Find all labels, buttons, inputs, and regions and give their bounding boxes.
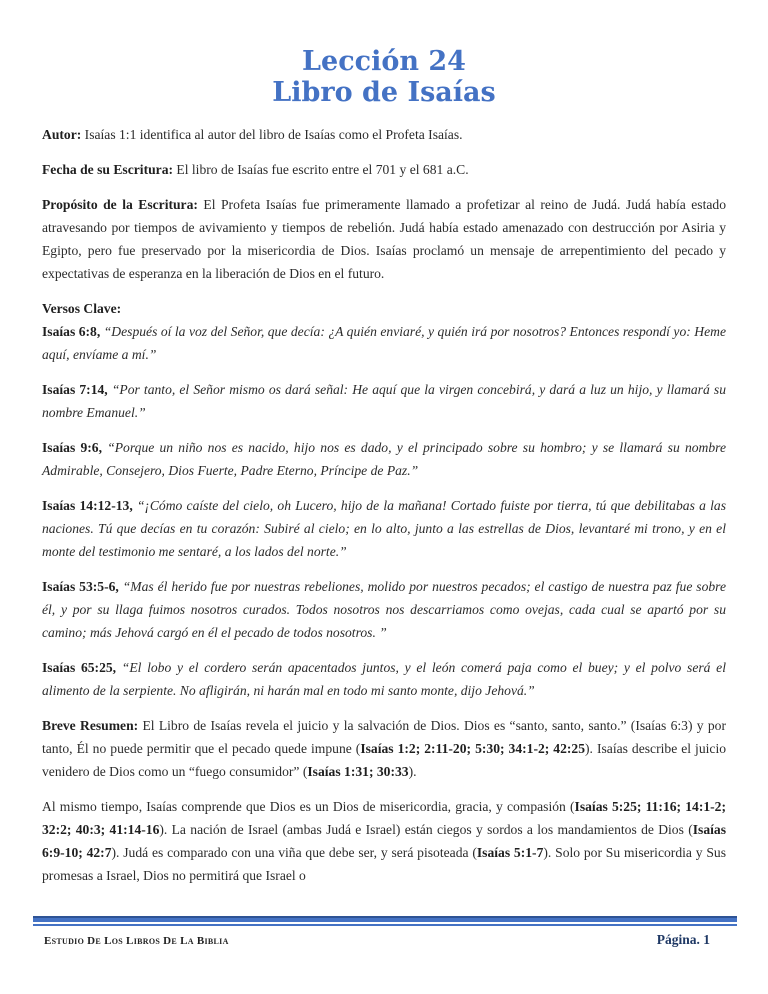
footer-text-row (33, 926, 737, 948)
proposito-label: Propósito de la Escritura: (42, 197, 198, 212)
verse-ref: Isaías 65:25, (42, 660, 117, 675)
autor-label: Autor: (42, 127, 82, 142)
title-line-1: Lección 24 (302, 46, 466, 77)
versos-clave-heading: Versos Clave: (42, 301, 122, 316)
autor-paragraph (42, 123, 726, 146)
verse-paragraph (42, 436, 726, 482)
verse-ref: Isaías 9:6, (42, 440, 102, 455)
verse-ref: Isaías 6:8, (42, 324, 101, 339)
fecha-label: Fecha de su Escritura: (42, 162, 174, 177)
verse-quote: “Mas él herido fue por nuestras rebeliones, molido por nuestros pecados; el castigo de nuestra paz fue sobre él, y por su llaga fuimos nosotros curados. Todos nosotros nos descarriamos como ovejas, cada cual se apartó por su camino; más Jehová cargó en él el pecado de todos nosotros. ” (42, 579, 726, 640)
verse-paragraph (42, 575, 726, 644)
versos-clave-block (42, 297, 726, 366)
verse-ref: Isaías 14:12-13, (42, 498, 133, 513)
autor-text: Isaías 1:1 identifica al autor del libro de Isaías como el Profeta Isaías. (81, 127, 463, 142)
verse-ref: Isaías 53:5-6, (42, 579, 119, 594)
verse-quote: “Por tanto, el Señor mismo os dará señal: He aquí que la virgen concebirá, y dará a luz un hijo, y llamará su nombre Emanuel.” (42, 382, 726, 420)
page-footer (33, 916, 737, 948)
fecha-paragraph (42, 158, 726, 181)
verse-quote: “Porque un niño nos es nacido, hijo nos es dado, y el principado sobre su hombro; y se llamará su nombre Admirable, Consejero, Dios Fuerte, Padre Eterno, Príncipe de Paz.” (42, 440, 726, 478)
conclusion-paragraph: Al mismo tiempo, Isaías comprende que Dios es un Dios de misericordia, gracia, y compasión (Isaías 5:25; 11:16; 14:1-2; 32:2; 40:3; 41:14-16). La nación de Israel (ambas Judá e Israel) están ciegos y sordos a los mandamientos de Dios (Isaías 6:9-10; 42:7). Judá es comparado con una viña que debe ser, y será pisoteada (Isaías 5:1-7). Solo por Su misericordia y Sus promesas a Israel, Dios no permitirá que Israel o (42, 799, 727, 883)
proposito-text: El Profeta Isaías fue primeramente llamado a profetizar al reino de Judá. Judá había estado atravesando por tiempos de avivamiento y tiempos de rebelión. Judá había estado amenazado con destrucción por Asiria y Egipto, pero fue preservado por la misericordia de Dios. Isaías proclamó un mensaje de arrepentimiento del pecado y expectativas de esperanza en la liberación de Dios en el futuro. (42, 197, 726, 281)
page-title (42, 46, 726, 108)
verse-ref: Isaías 7:14, (42, 382, 108, 397)
verse-paragraph (42, 378, 726, 424)
verse-quote: “¡Cómo caíste del cielo, oh Lucero, hijo de la mañana! Cortado fuiste por tierra, tú que debilitabas a las naciones. Tú que decías en tu corazón: Subiré al cielo; en lo alto, junto a las estrellas de Dios, levantaré mi trono, y en el monte del testimonio me sentaré, a los lados del norte.” (42, 498, 727, 559)
verse-paragraph (42, 656, 726, 702)
proposito-paragraph (42, 193, 726, 285)
footer-document-title: Estudio De Los Libros De La Biblia (44, 934, 229, 947)
verse-paragraph (42, 494, 726, 563)
title-line-2: Libro de Isaías (272, 77, 496, 108)
fecha-text: El libro de Isaías fue escrito entre el 701 y el 681 a.C. (173, 162, 469, 177)
verse-quote: “El lobo y el cordero serán apacentados juntos, y el león comerá paja como el buey; y el polvo será el alimento de la serpiente. No afligirán, ni harán mal en todo mi santo monte, dijo Jehová.” (42, 660, 726, 698)
footer-rule (33, 916, 737, 926)
verse-quote: “Después oí la voz del Señor, que decía: ¿A quién enviaré, y quién irá por nosotros? Entonces respondí yo: Heme aquí, envíame a mí.” (42, 324, 726, 362)
breve-resumen-paragraph: Breve Resumen: El Libro de Isaías revela el juicio y la salvación de Dios. Dios es “santo, santo, santo.” (Isaías 6:3) y por tanto, Él no puede permitir que el pecado quede impune (Isaías 1:2; 2:11-20; 5:30; 34:1-2; 42:25). Isaías describe el juicio venidero de Dios como un “fuego consumidor” (Isaías 1:31; 30:33). (42, 718, 727, 779)
footer-page-number: Página. 1 (656, 931, 710, 947)
